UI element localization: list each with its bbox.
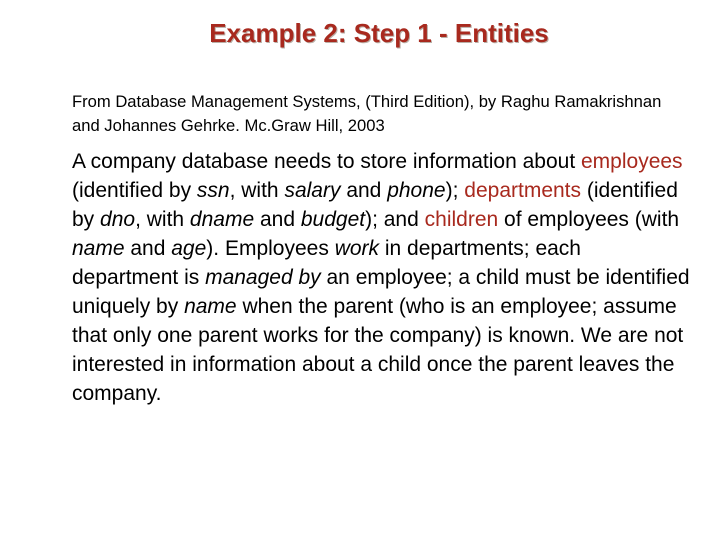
description-text: , with (229, 179, 285, 202)
attribute-salary: salary (284, 179, 341, 202)
description-text: and (254, 208, 301, 231)
description-text: in departments; each department is (72, 237, 581, 289)
entity-children: children (424, 208, 499, 231)
description-text: when the parent (who is an employee; assume that only one parent works for the company) is known. We are not interested in information about a child once the parent leaves the company. (72, 295, 684, 405)
description-text: , with (135, 208, 190, 231)
description-text: ); (445, 179, 465, 202)
description-text: an employee; a child must be identified uniquely by (72, 266, 690, 318)
description-text: and (124, 237, 172, 260)
relationship-work: work (334, 237, 380, 260)
attribute-budget: budget (300, 208, 366, 231)
description-text: of employees (with (498, 208, 680, 231)
description-text: ). Employees (206, 237, 335, 260)
description-text: and (340, 179, 388, 202)
attribute-phone: phone (387, 179, 446, 202)
description-text: (identified by (72, 179, 197, 202)
attribute-dno: dno (100, 208, 136, 231)
relationship-managed-by: managed by (205, 266, 321, 289)
attribute-ssn: ssn (196, 179, 230, 202)
description-text: A company database needs to store information about (72, 150, 581, 173)
attribute-age: age (171, 237, 207, 260)
slide-title: Example 2: Step 1 - Entities (209, 18, 549, 48)
attribute-name: name (72, 237, 125, 260)
entity-employees: employees (581, 150, 683, 173)
description-text: (identified by (72, 179, 678, 231)
attribute-child-name: name (184, 295, 237, 318)
citation-text: From Database Management Systems, (Third Edition), by Raghu Ramakrishnan and Johannes Gehrke. Mc.Graw Hill, 2003 (72, 92, 662, 135)
entity-departments: departments (464, 179, 582, 202)
attribute-dname: dname (189, 208, 255, 231)
description-text: ); and (365, 208, 425, 231)
problem-description (72, 147, 692, 408)
